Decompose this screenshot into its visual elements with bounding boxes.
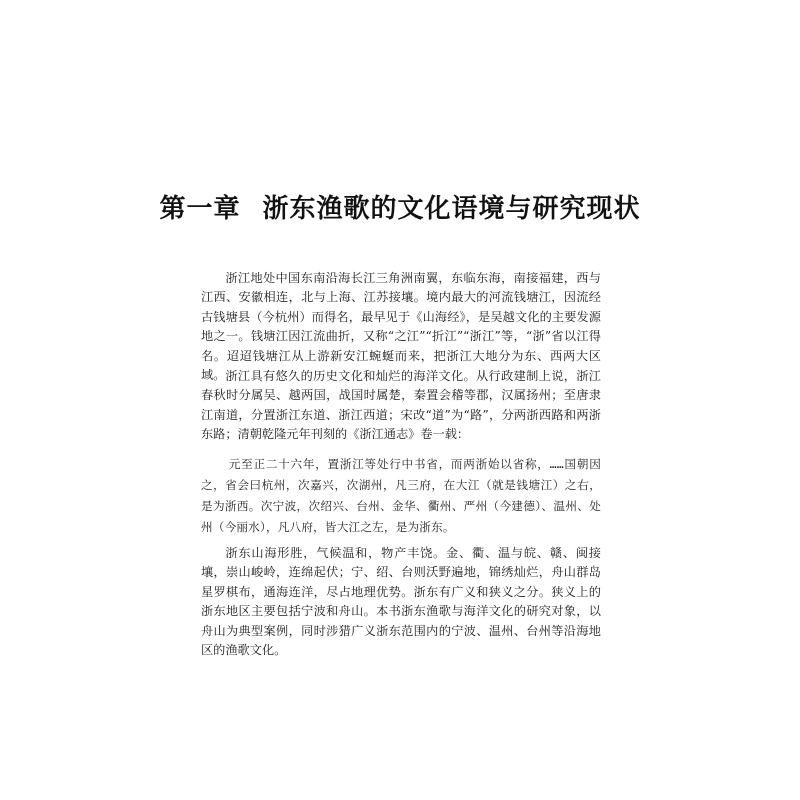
chapter-title: 浙东渔歌的文化语境与研究现状: [262, 194, 641, 225]
paragraph-zhejiang-history: 浙江具有悠久的历史文化和灿烂的海洋文化。从行政建制上说，浙江春秋时分属吴、越两国，战国时属楚，秦置会稽等郡，汉属扬州；至唐隶江南道，分置浙江东道、浙江西道；宋改“道”为“路”，分两浙西路和两浙东路；清朝乾隆元年刊刻的《浙江通志》卷一载：: [201, 369, 601, 442]
chapter-heading: [0, 191, 800, 227]
quotation-zhejiang-tongzhi: 元至正二十六年，置浙江等处行中书省，而两浙始以省称，……国朝因之，省会曰杭州，次嘉兴，次湖州，凡三府，在大江（就是钱塘江）之右，是为浙西。次宁波，次绍兴、台州、金华、衢州、严州（今建德）、温州、处州（今丽水），凡八府，皆大江之左，是为浙东。: [201, 457, 601, 534]
paragraph-zhejiang-geography: 浙江地处中国东南沿海长江三角洲南翼，东临东海，南接福建，西与江西、安徽相连，北与上海、江苏接壤。境内最大的河流钱塘江，因流经古钱塘县（今杭州）而得名，最早见于《山海经》，是吴越文化的主要发源地之一。钱塘江因江流曲折，又称“之江”“折江”“浙江”等，“浙”省以江得名。迢迢钱塘江从上游新安江蜿蜒而来，把浙江大地分为东、西两大区域。: [201, 271, 601, 383]
chapter-number: 第一章: [159, 194, 241, 225]
paragraph-zhedong-region: 浙东山海形胜，气候温和，物产丰饶。金、衢、温与皖、赣、闽接壤，崇山峻岭，连绵起伏；宁、绍、台则沃野遍地，锦绣灿烂，舟山群岛星罗棋布，通海连洋，尽占地理优势。浙东有广义和狭义之分。狭义上的浙东地区主要包括宁波和舟山。本书浙东渔歌与海洋文化的研究对象，以舟山为典型案例，同时涉猎广义浙东范围内的宁波、温州、台州等沿海地区的渔歌文化。: [201, 546, 601, 658]
